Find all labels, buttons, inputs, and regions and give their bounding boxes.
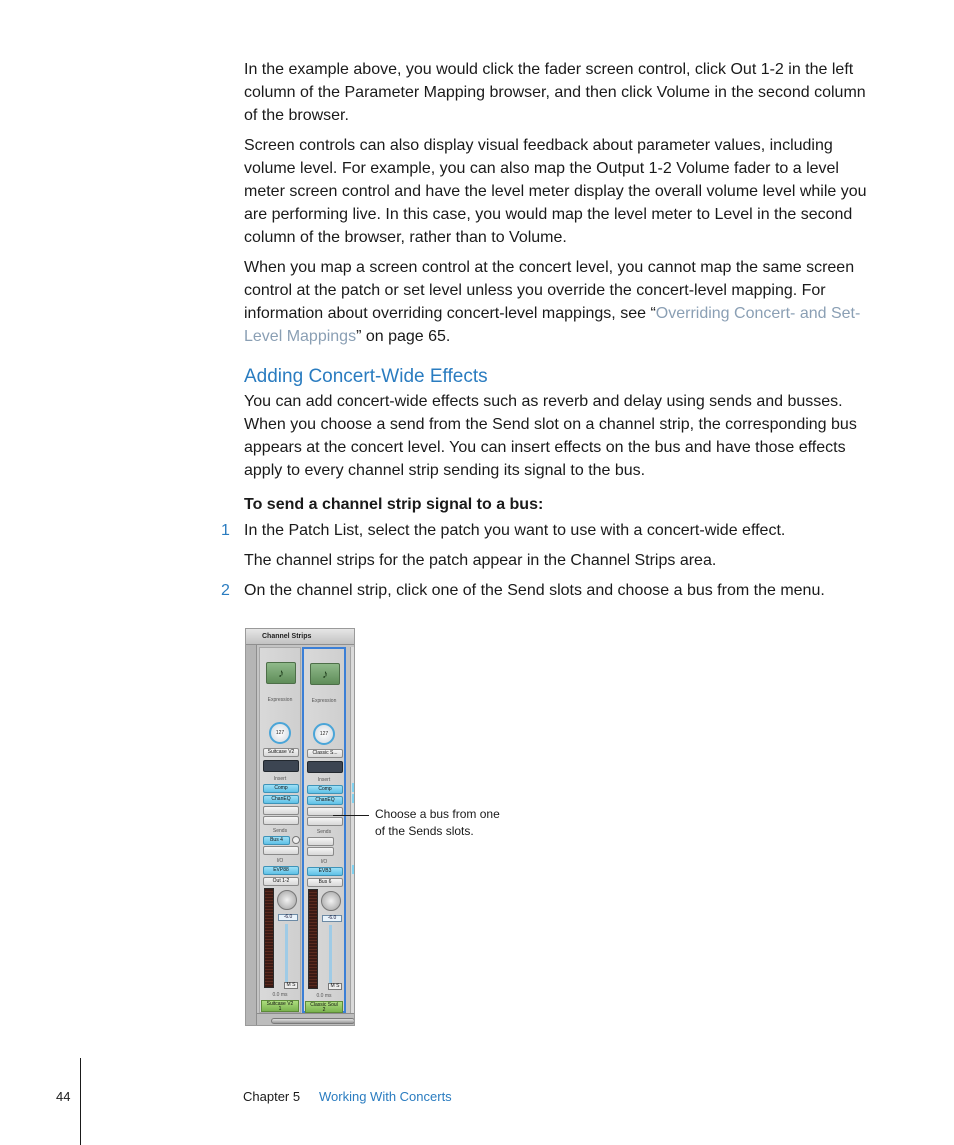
channel-strip-partial [350, 647, 355, 1013]
instrument-icon: ♪ [310, 663, 340, 685]
sends-label: Sends [272, 828, 288, 834]
insert-slot[interactable] [263, 806, 299, 815]
scrollbar-thumb[interactable] [271, 1018, 355, 1024]
footer-rule [80, 1058, 81, 1145]
send-slot[interactable] [307, 837, 334, 846]
pan-knob[interactable] [321, 891, 341, 911]
section-heading: Adding Concert-Wide Effects [244, 366, 488, 387]
strip-number: 1 [278, 1006, 282, 1012]
send-level-knob[interactable] [292, 836, 300, 844]
delay-value: 0.0 ms [272, 992, 288, 998]
input-slot [352, 865, 355, 874]
io-label: I/O [320, 859, 328, 865]
step-number: 2 [221, 582, 230, 599]
send-slot[interactable] [307, 847, 334, 856]
output-slot[interactable]: Bus 6 [307, 878, 343, 887]
insert-slot[interactable]: Comp [263, 784, 299, 793]
figure-title: Channel Strips [246, 629, 355, 645]
eq-display[interactable] [263, 760, 299, 772]
step-text: In the Patch List, select the patch you want to use with a concert-wide effect. [244, 522, 786, 539]
input-slot[interactable]: EVB3 [307, 867, 343, 876]
io-label: I/O [276, 858, 284, 864]
paragraph-fader-example: In the example above, you would click the fader screen control, click Out 1-2 in the left column of the Parameter Mapping browser, and then click Volume in the second column of the browser. [244, 61, 866, 124]
callout-leader-line [333, 815, 369, 816]
instrument-slot[interactable]: Classic S... [307, 749, 343, 758]
volume-value: -6.0 [322, 915, 342, 922]
insert-slot[interactable] [307, 817, 343, 826]
channel-strip-selected[interactable] [302, 647, 346, 1013]
mute-solo-buttons[interactable]: M S [328, 983, 342, 990]
delay-value: 0.0 ms [316, 993, 332, 999]
insert-slot[interactable]: ChanEQ [307, 796, 343, 805]
chapter-title: Working With Concerts [319, 1089, 452, 1104]
channel-strips-figure [245, 628, 355, 1026]
cross-reference-link[interactable]: Overriding Concert- and Set-Level Mappings [244, 305, 861, 345]
strip-name [261, 1000, 299, 1012]
horizontal-scrollbar[interactable] [257, 1013, 355, 1026]
eq-display[interactable] [307, 761, 343, 773]
insert-slot [352, 783, 355, 792]
level-meter [308, 889, 318, 989]
paragraph-text: When you map a screen control at the concert level, you cannot map the same screen control at the patch or set level unless you override the concert-level mapping. For information about overriding concert-level mappings, see “ [244, 259, 855, 322]
expression-knob[interactable]: 127 [313, 723, 335, 745]
insert-slot[interactable] [263, 816, 299, 825]
send-slot[interactable] [263, 846, 299, 855]
volume-fader[interactable] [285, 924, 288, 984]
strip-name-text: Suitcase V2 [266, 1001, 294, 1007]
send-slot[interactable]: Bus 4 [263, 836, 290, 845]
sends-label: Sends [316, 829, 332, 835]
strip-name [305, 1001, 343, 1013]
pan-knob[interactable] [277, 890, 297, 910]
level-meter [264, 888, 274, 988]
mute-solo-buttons[interactable]: M S [284, 982, 298, 989]
strip-number: 2 [322, 1007, 326, 1013]
instrument-slot[interactable]: Suitcase V2 [263, 748, 299, 757]
step-result: The channel strips for the patch appear in the Channel Strips area. [244, 552, 717, 569]
insert-slot[interactable]: ChanEQ [263, 795, 299, 804]
insert-label: Insert [273, 776, 287, 782]
volume-fader[interactable] [329, 925, 332, 985]
step-number: 1 [221, 522, 230, 539]
expression-knob[interactable]: 127 [269, 722, 291, 744]
insert-label: Insert [317, 777, 331, 783]
task-title: To send a channel strip signal to a bus: [244, 496, 544, 513]
strip-name-text: Classic Soul [310, 1002, 338, 1008]
paragraph-concert-level-mapping [244, 256, 870, 348]
page-number: 44 [56, 1089, 71, 1104]
section-intro: You can add concert-wide effects such as reverb and delay using sends and busses. When you choose a send from the Send slot on a channel strip, the corresponding bus appears at the concert level. You can insert effects on the bus and have those effects apply to every channel strip sending its signal to the bus. [244, 393, 857, 479]
step-text: On the channel strip, click one of the Send slots and choose a bus from the menu. [244, 582, 825, 599]
input-slot[interactable]: EVP88 [263, 866, 299, 875]
paragraph-visual-feedback: Screen controls can also display visual feedback about parameter values, including volume level. For example, you can also map the Output 1-2 Volume fader to a level meter screen control and have the level meter display the overall volume level while you are performing live. In this case, you would map the level meter to Level in the second column of the browser, rather than to Volume. [244, 137, 867, 246]
insert-slot[interactable]: Comp [307, 785, 343, 794]
expression-label: Expression [267, 697, 293, 703]
chapter-label: Chapter 5 [243, 1089, 301, 1104]
output-slot[interactable]: Out 1-2 [263, 877, 299, 886]
insert-slot [352, 794, 355, 803]
channel-strip[interactable] [259, 647, 301, 1013]
figure-callout: Choose a bus from one of the Sends slots. [375, 807, 500, 838]
instrument-icon: ♪ [266, 662, 296, 684]
paragraph-text: ” on page 65. [356, 328, 451, 345]
expression-label: Expression [311, 698, 337, 704]
left-scrollbar[interactable] [246, 645, 257, 1026]
volume-value: -6.0 [278, 914, 298, 921]
